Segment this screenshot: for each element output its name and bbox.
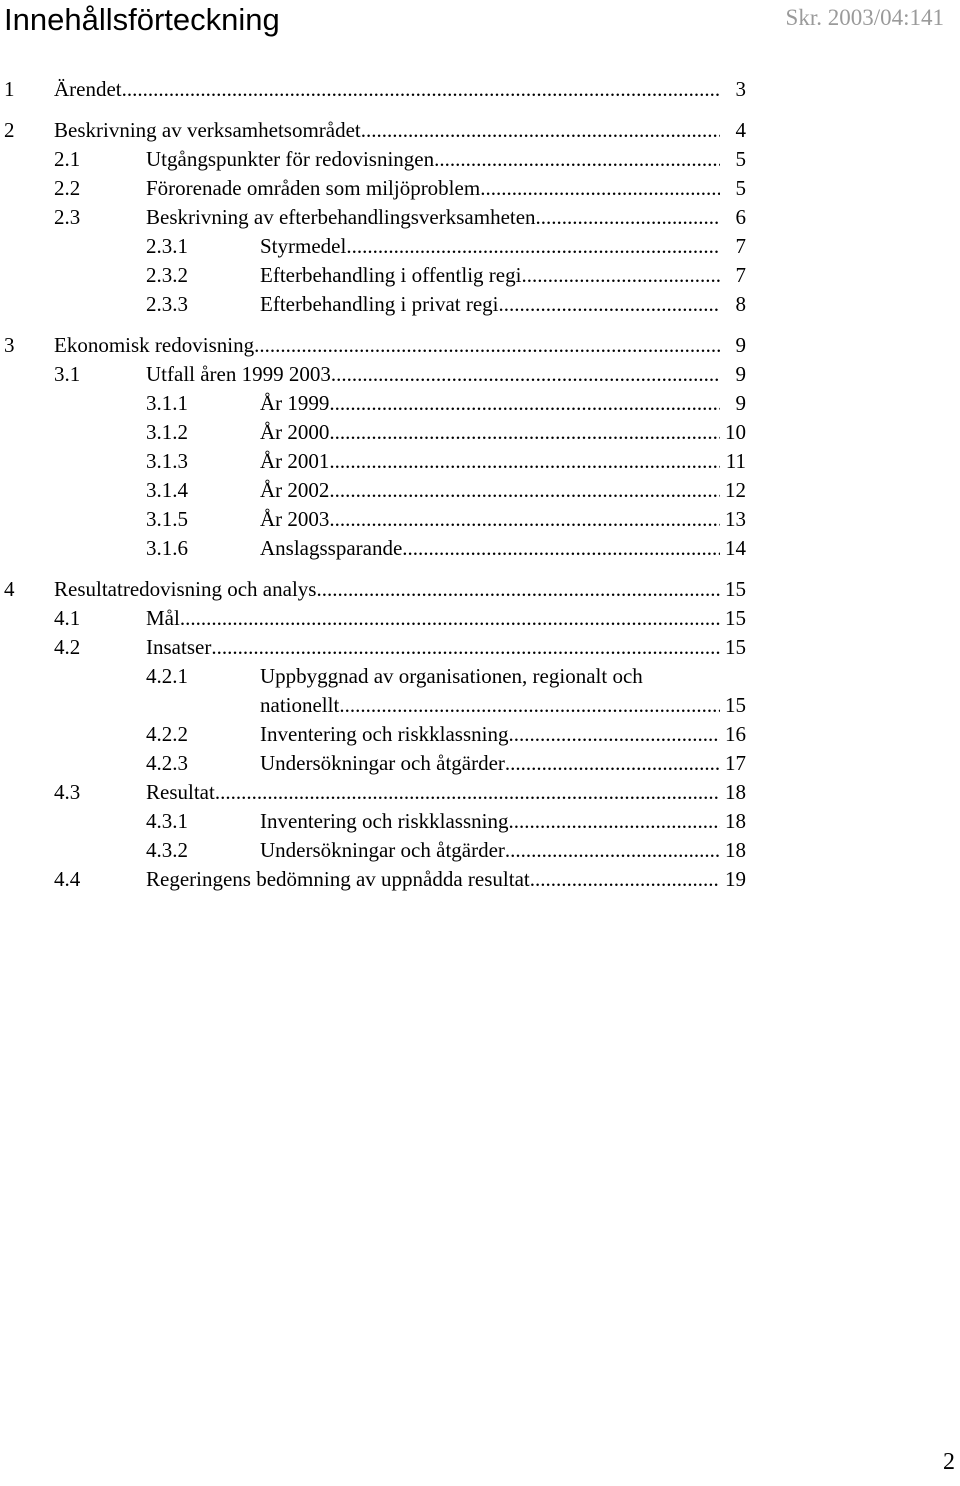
toc-entry-page: 16 bbox=[725, 722, 746, 746]
toc-entry-label: Efterbehandling i offentlig regi bbox=[260, 263, 522, 287]
toc-entry-number: 3.1.5 bbox=[146, 507, 188, 531]
toc-entry-number: 4.1 bbox=[54, 606, 81, 630]
toc-entry-page: 7 bbox=[735, 263, 746, 287]
toc-entry-number: 3.1.1 bbox=[146, 391, 188, 415]
page-header bbox=[0, 0, 960, 44]
toc-entry-number: 3.1 bbox=[54, 362, 81, 386]
toc-entry[interactable] bbox=[0, 476, 960, 505]
toc-entry[interactable] bbox=[0, 575, 960, 604]
toc-entry-number: 1 bbox=[4, 77, 15, 101]
toc-entry-page: 9 bbox=[735, 391, 746, 415]
dot-leader bbox=[505, 836, 720, 865]
toc-entry[interactable] bbox=[0, 865, 960, 894]
toc-entry-number: 4.2.2 bbox=[146, 722, 188, 746]
toc-entry-page: 15 bbox=[725, 606, 746, 630]
toc-entry[interactable] bbox=[0, 807, 960, 836]
toc-entry-page: 5 bbox=[735, 176, 746, 200]
toc-entry-label: Insatser bbox=[146, 635, 212, 659]
toc-entry-page: 9 bbox=[735, 362, 746, 386]
toc-entry-page: 15 bbox=[725, 577, 746, 601]
dot-leader bbox=[254, 331, 720, 360]
dot-leader bbox=[331, 360, 720, 389]
toc-entry-label: Undersökningar och åtgärder bbox=[260, 838, 505, 862]
toc-entry-number: 2.2 bbox=[54, 176, 81, 200]
toc-entry-number: 4.4 bbox=[54, 867, 81, 891]
toc-entry-label: År 2003 bbox=[260, 507, 330, 531]
toc-entry-label: Regeringens bedömning av uppnådda resultat bbox=[146, 867, 530, 891]
toc-entry-label: År 2000 bbox=[260, 420, 330, 444]
toc-entry[interactable] bbox=[0, 174, 960, 203]
toc-entry[interactable] bbox=[0, 290, 960, 319]
toc-entry-label: Uppbyggnad av organisationen, regionalt och bbox=[260, 664, 643, 688]
dot-leader bbox=[329, 389, 720, 418]
toc-entry-page: 11 bbox=[725, 449, 746, 473]
toc-entry[interactable] bbox=[0, 662, 960, 691]
toc-entry-page: 14 bbox=[725, 536, 746, 560]
toc-entry-number: 4.2.3 bbox=[146, 751, 188, 775]
toc-entry-number: 2 bbox=[4, 118, 15, 142]
toc-entry[interactable] bbox=[0, 203, 960, 232]
toc-entry-number: 3.1.6 bbox=[146, 536, 188, 560]
dot-leader bbox=[521, 261, 720, 290]
toc-entry[interactable] bbox=[0, 720, 960, 749]
document-title: Innehållsförteckning bbox=[4, 2, 280, 37]
toc-entry-page: 18 bbox=[725, 809, 746, 833]
toc-entry[interactable] bbox=[0, 331, 960, 360]
toc-entry[interactable] bbox=[0, 232, 960, 261]
toc-entry-page: 3 bbox=[735, 77, 746, 101]
dot-leader bbox=[508, 807, 720, 836]
toc-entry-number: 3.1.2 bbox=[146, 420, 188, 444]
toc-entry-page: 15 bbox=[725, 635, 746, 659]
toc-entry-label: Efterbehandling i privat regi bbox=[260, 292, 499, 316]
toc-entry-label: År 1999 bbox=[260, 391, 330, 415]
toc-entry-label: Resultat bbox=[146, 780, 215, 804]
dot-leader bbox=[499, 290, 721, 319]
dot-leader bbox=[339, 691, 720, 720]
toc-entry-number: 3.1.4 bbox=[146, 478, 188, 502]
toc-entry-page: 13 bbox=[725, 507, 746, 531]
dot-leader bbox=[211, 633, 720, 662]
toc-entry-page: 4 bbox=[735, 118, 746, 142]
toc-entry-number: 4 bbox=[4, 577, 15, 601]
toc-entry-label: Ekonomisk redovisning bbox=[54, 333, 255, 357]
toc-entry[interactable] bbox=[0, 389, 960, 418]
toc-entry[interactable] bbox=[0, 261, 960, 290]
toc-entry-label: Resultatredovisning och analys bbox=[54, 577, 317, 601]
dot-leader bbox=[480, 174, 720, 203]
toc-entry-page: 10 bbox=[725, 420, 746, 444]
toc-entry-label: Beskrivning av efterbehandlingsverksamheten bbox=[146, 205, 536, 229]
toc-entry[interactable] bbox=[0, 418, 960, 447]
toc-entry[interactable] bbox=[0, 836, 960, 865]
dot-leader bbox=[434, 145, 720, 174]
dot-leader bbox=[346, 232, 720, 261]
toc-entry-label: Undersökningar och åtgärder bbox=[260, 751, 505, 775]
toc-entry-number: 2.3.2 bbox=[146, 263, 188, 287]
toc-entry-label: Utgångspunkter för redovisningen bbox=[146, 147, 435, 171]
toc-entry-number: 4.2.1 bbox=[146, 664, 188, 688]
toc-entry[interactable] bbox=[0, 360, 960, 389]
toc-entry-page: 5 bbox=[735, 147, 746, 171]
toc-entry-number: 4.2 bbox=[54, 635, 81, 659]
toc-entry-number: 4.3.2 bbox=[146, 838, 188, 862]
toc-entry-page: 6 bbox=[735, 205, 746, 229]
dot-leader bbox=[122, 75, 720, 104]
document-reference: Skr. 2003/04:141 bbox=[785, 5, 944, 30]
toc-entry-label: Förorenade områden som miljöproblem bbox=[146, 176, 481, 200]
toc-entry-number: 2.1 bbox=[54, 147, 81, 171]
toc-entry[interactable] bbox=[0, 145, 960, 174]
dot-leader bbox=[536, 203, 720, 232]
toc-entry-number: 4.3.1 bbox=[146, 809, 188, 833]
dot-leader bbox=[361, 116, 720, 145]
toc-entry-label: Anslagssparande bbox=[260, 536, 403, 560]
toc-entry[interactable] bbox=[0, 505, 960, 534]
toc-entry-number: 3.1.3 bbox=[146, 449, 188, 473]
dot-leader bbox=[215, 778, 720, 807]
toc-entry-page: 7 bbox=[735, 234, 746, 258]
toc-entry-label: Mål bbox=[146, 606, 180, 630]
toc-entry-page: 8 bbox=[735, 292, 746, 316]
toc-entry-page: 12 bbox=[725, 478, 746, 502]
toc-entry-number: 2.3.1 bbox=[146, 234, 188, 258]
toc-entry[interactable] bbox=[0, 534, 960, 563]
toc-entry-number: 2.3.3 bbox=[146, 292, 188, 316]
dot-leader bbox=[530, 865, 720, 894]
dot-leader bbox=[329, 505, 720, 534]
toc-entry-number: 2.3 bbox=[54, 205, 81, 229]
toc-entry-page: 17 bbox=[725, 751, 746, 775]
toc-entry[interactable] bbox=[0, 749, 960, 778]
toc-entry-page: 15 bbox=[725, 693, 746, 717]
toc-entry[interactable] bbox=[0, 778, 960, 807]
toc-entry-continuation[interactable] bbox=[0, 691, 960, 720]
dot-leader bbox=[329, 418, 720, 447]
dot-leader bbox=[329, 447, 720, 476]
toc-entry-label: Utfall åren 1999 2003 bbox=[146, 362, 331, 386]
dot-leader bbox=[508, 720, 720, 749]
dot-leader bbox=[329, 476, 720, 505]
toc-entry[interactable] bbox=[0, 633, 960, 662]
dot-leader bbox=[316, 575, 720, 604]
toc-entry[interactable] bbox=[0, 116, 960, 145]
dot-leader bbox=[402, 534, 720, 563]
dot-leader bbox=[505, 749, 720, 778]
toc-entry-number: 4.3 bbox=[54, 780, 81, 804]
toc-entry-page: 9 bbox=[735, 333, 746, 357]
dot-leader bbox=[180, 604, 720, 633]
toc-entry-number: 3 bbox=[4, 333, 15, 357]
toc-entry-label: Styrmedel bbox=[260, 234, 347, 258]
toc-entry-page: 19 bbox=[725, 867, 746, 891]
page-number: 2 bbox=[943, 1449, 955, 1475]
toc-entry[interactable] bbox=[0, 604, 960, 633]
toc-entry-label: Inventering och riskklassning bbox=[260, 722, 509, 746]
toc-entry-label: År 2002 bbox=[260, 478, 330, 502]
toc-entry-page: 18 bbox=[725, 838, 746, 862]
toc-entry-label: Inventering och riskklassning bbox=[260, 809, 509, 833]
toc-entry-label: Ärendet bbox=[54, 77, 122, 101]
toc-entry-label-continuation: nationellt bbox=[260, 693, 340, 717]
toc-entry[interactable] bbox=[0, 75, 960, 104]
toc-entry-label: År 2001 bbox=[260, 449, 330, 473]
toc-entry[interactable] bbox=[0, 447, 960, 476]
toc-entry-label: Beskrivning av verksamhetsområdet bbox=[54, 118, 361, 142]
toc-entry-page: 18 bbox=[725, 780, 746, 804]
